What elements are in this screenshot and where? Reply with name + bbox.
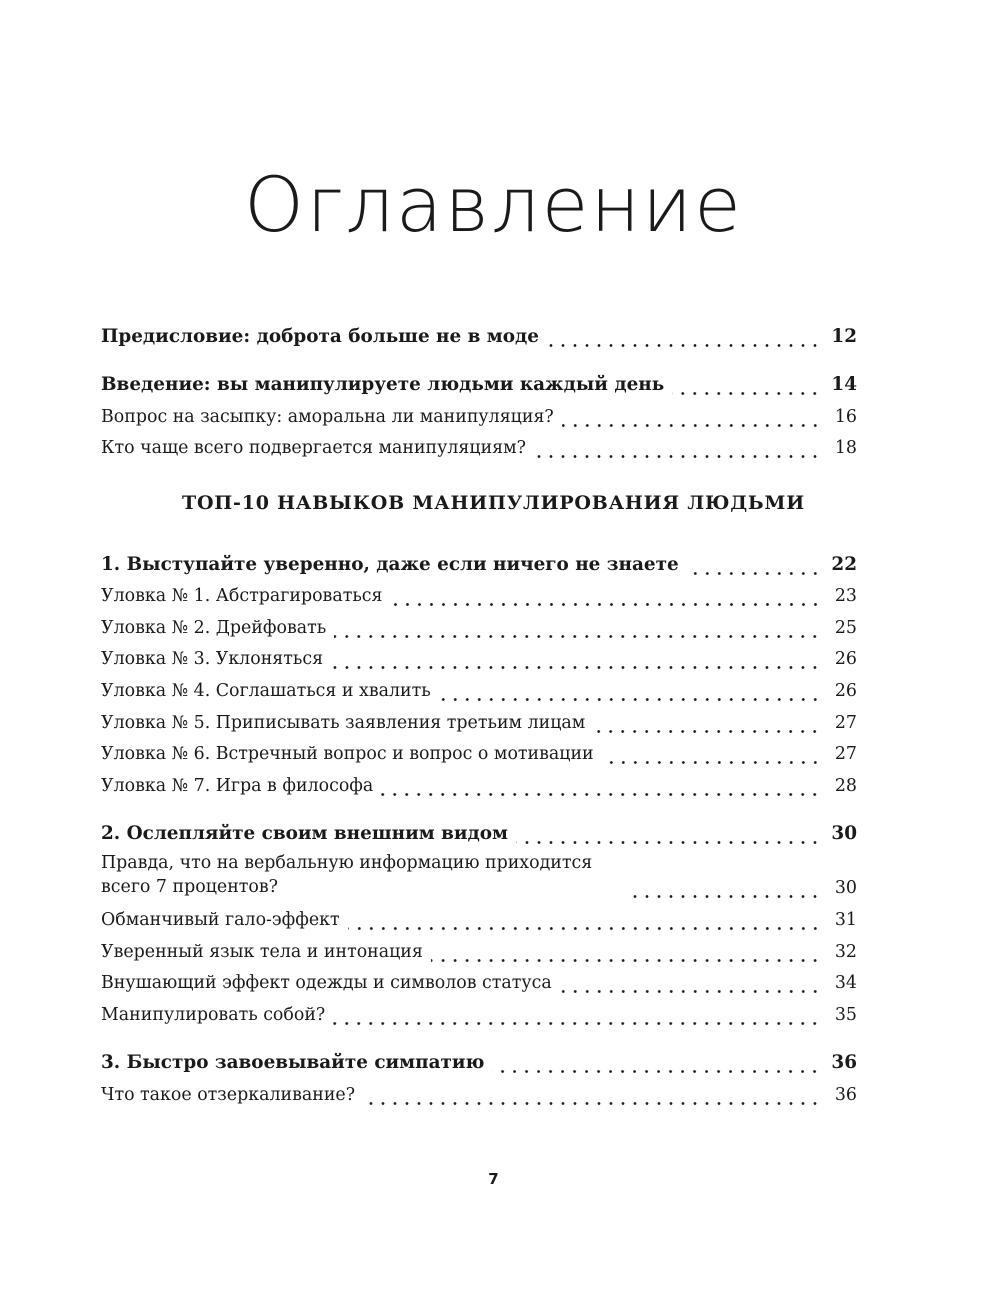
dot-leader — [431, 943, 821, 965]
toc-entry-page: 30 — [834, 878, 857, 899]
dot-leader — [363, 1086, 821, 1108]
toc-entry-page: 27 — [834, 712, 857, 733]
dot-leader — [534, 439, 821, 461]
page-title: Оглавление — [244, 160, 743, 249]
toc-entry-page: 32 — [834, 941, 857, 962]
toc-entry-page: 14 — [831, 374, 857, 396]
dot-leader — [391, 587, 821, 609]
toc-entry[interactable] — [101, 816, 857, 848]
toc-entry-label: Уловка № 6. Встречный вопрос и вопрос о мотивации — [101, 744, 594, 765]
toc-entry-page: 23 — [834, 586, 857, 607]
toc-entry[interactable] — [101, 430, 857, 462]
dot-leader — [492, 1054, 821, 1076]
toc-entry[interactable] — [101, 1045, 857, 1077]
toc-entry-label: Предисловие: доброта больше не в моде — [101, 325, 539, 347]
toc-entry[interactable] — [101, 672, 857, 704]
toc-entry-page: 26 — [834, 680, 857, 701]
toc-entry-page: 28 — [834, 775, 857, 796]
dot-leader — [333, 1006, 821, 1028]
toc-entry[interactable] — [101, 933, 857, 965]
dot-leader — [560, 974, 821, 996]
toc-entry[interactable] — [101, 609, 857, 641]
page-number: 7 — [488, 1170, 499, 1188]
dot-leader — [593, 714, 821, 736]
dot-leader — [547, 328, 821, 350]
dot-leader — [672, 376, 821, 398]
section-header: ТОП-10 НАВЫКОВ МАНИПУЛИРОВАНИЯ ЛЮДЬМИ — [182, 492, 805, 514]
toc-entry-page: 16 — [834, 406, 857, 427]
toc-entry-label: Уловка № 7. Игра в философа — [101, 775, 374, 796]
dot-leader — [334, 619, 821, 641]
toc-entry-label: Манипулировать собой? — [101, 1004, 326, 1025]
toc-entry-label: Правда, что на вербальную информацию приходится всего 7 процентов? — [101, 853, 593, 898]
toc-entry-label: 3. Быстро завоевывайте симпатию — [101, 1052, 485, 1074]
toc-entry-label: Обманчивый гало-эффект — [101, 909, 340, 930]
toc-entry-page: 27 — [834, 744, 857, 765]
toc-intro — [101, 318, 857, 461]
toc-entry[interactable] — [101, 996, 857, 1028]
dot-leader — [439, 682, 821, 704]
toc-entry-label: Вопрос на засыпку: аморальна ли манипуляция? — [101, 406, 554, 427]
toc-entry[interactable] — [101, 965, 857, 997]
toc-entry-page: 35 — [834, 1004, 857, 1025]
dot-leader — [602, 745, 821, 767]
dot-leader — [381, 777, 821, 799]
toc-entry-page: 31 — [834, 909, 857, 930]
dot-leader — [348, 911, 821, 933]
toc-entry[interactable] — [101, 578, 857, 610]
toc-entry-label: Уловка № 2. Дрейфовать — [101, 617, 327, 638]
toc-entry[interactable] — [101, 704, 857, 736]
toc-entry[interactable] — [101, 767, 857, 799]
toc-entry[interactable] — [101, 901, 857, 933]
toc-entry-page: 34 — [834, 973, 857, 994]
toc-entry-label: Уловка № 1. Абстрагироваться — [101, 586, 383, 607]
toc-entry-label: 2. Ослепляйте своим внешним видом — [101, 823, 509, 845]
toc-entry-page: 22 — [831, 553, 857, 575]
toc-entry[interactable] — [101, 367, 857, 399]
toc-entry-label: Кто чаще всего подвергается манипуляциям? — [101, 438, 526, 459]
toc-entry[interactable] — [101, 847, 857, 901]
toc-entry-label: Уловка № 5. Приписывать заявления третьим лицам — [101, 712, 586, 733]
toc-entry-page: 36 — [834, 1084, 857, 1105]
toc-entry-page: 18 — [834, 438, 857, 459]
dot-leader — [516, 825, 821, 847]
dot-leader — [562, 408, 821, 430]
toc-entry-label: Уловка № 3. Уклоняться — [101, 649, 324, 670]
toc-entry[interactable] — [101, 546, 857, 578]
toc-entry-label: 1. Выступайте уверенно, даже если ничего не знаете — [101, 553, 679, 575]
dot-leader — [629, 879, 821, 901]
toc-entry-page: 36 — [831, 1052, 857, 1074]
toc-main — [101, 546, 857, 1108]
toc-entry[interactable] — [101, 398, 857, 430]
toc-entry[interactable] — [101, 736, 857, 768]
toc-entry-label: Введение: вы манипулируете людьми каждый день — [101, 374, 665, 396]
toc-entry-page: 26 — [834, 649, 857, 670]
toc-entry[interactable] — [101, 318, 857, 350]
toc-entry[interactable] — [101, 1076, 857, 1108]
toc-entry-page: 25 — [834, 617, 857, 638]
toc-entry-label: Что такое отзеркаливание? — [101, 1084, 356, 1105]
toc-entry-page: 30 — [831, 823, 857, 845]
toc-entry[interactable] — [101, 641, 857, 673]
dot-leader — [687, 556, 821, 578]
toc-entry-label: Уверенный язык тела и интонация — [101, 941, 423, 962]
toc-entry-label: Внушающий эффект одежды и символов статуса — [101, 973, 552, 994]
toc-entry-label: Уловка № 4. Соглашаться и хвалить — [101, 680, 431, 701]
toc-entry-page: 12 — [831, 325, 857, 347]
dot-leader — [331, 650, 821, 672]
